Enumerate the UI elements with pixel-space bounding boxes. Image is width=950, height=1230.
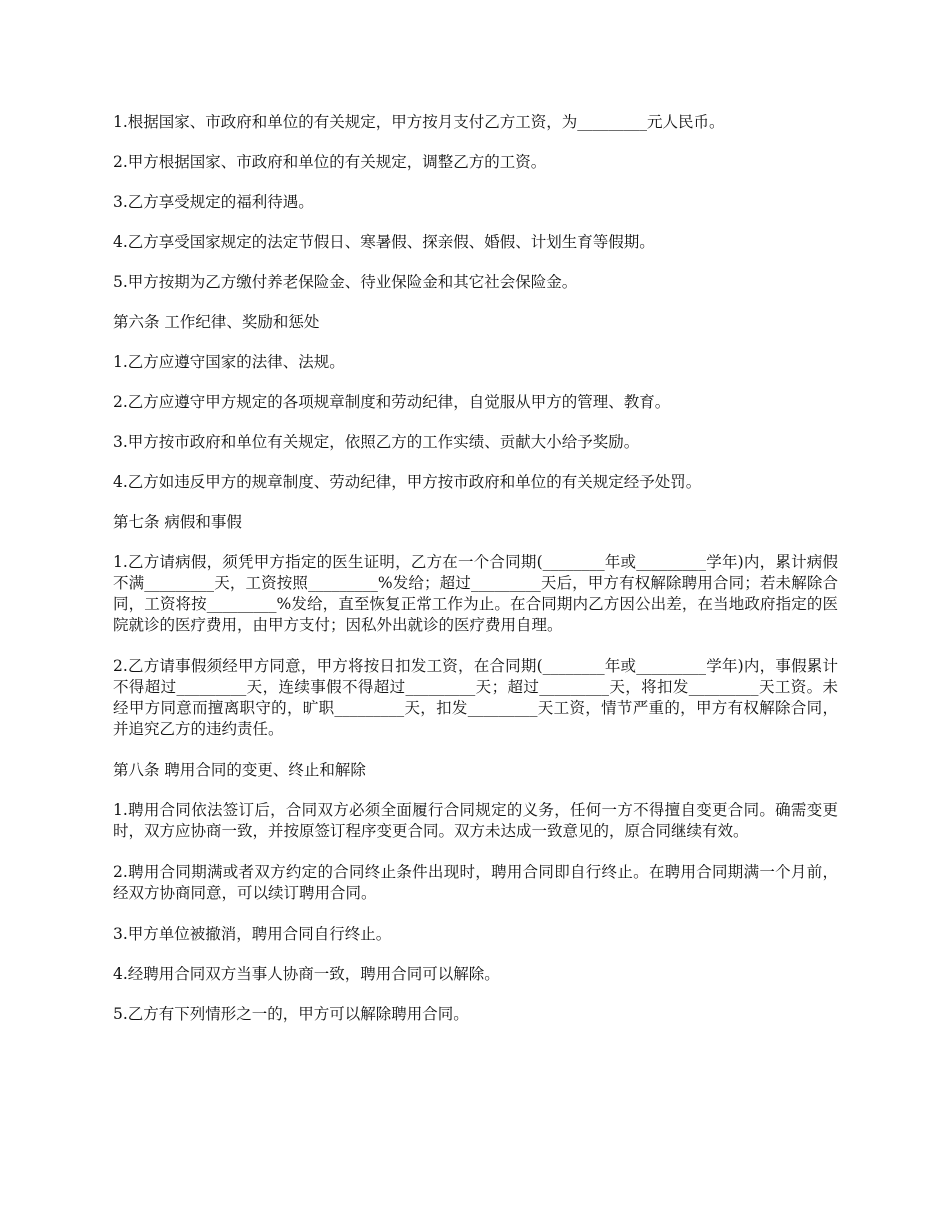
discipline-clause-3: 3.甲方按市政府和单位有关规定，依照乙方的工作实绩、贡献大小给予奖励。 [113, 433, 640, 451]
salary-clause-2: 2.甲方根据国家、市政府和单位的有关规定，调整乙方的工资。 [113, 153, 547, 171]
contract-change-clause-4: 4.经聘用合同双方当事人协商一致，聘用合同可以解除。 [113, 965, 500, 983]
salary-clause-3: 3.乙方享受规定的福利待遇。 [113, 193, 314, 211]
salary-clause-1: 1.根据国家、市政府和单位的有关规定，甲方按月支付乙方工资，为_________元人民币。 [113, 113, 725, 131]
discipline-clause-4: 4.乙方如违反甲方的规章制度、劳动纪律，甲方按市政府和单位的有关规定经予处罚。 [113, 473, 702, 491]
document-body [113, 112, 838, 1044]
salary-clause-5: 5.甲方按期为乙方缴付养老保险金、待业保险金和其它社会保险金。 [113, 273, 578, 291]
salary-clause-4: 4.乙方享受国家规定的法定节假日、寒暑假、探亲假、婚假、计划生育等假期。 [113, 233, 655, 251]
personal-leave-clause: 2.乙方请事假须经甲方同意，甲方将按日扣发工资，在合同期(________年或_________学年)内，事假累计不得超过_________天，连续事假不得超过_________天；超过_________天，将扣发_________天工资。未经甲方同意而擅离职守的，旷职_________天，扣发_________天工资，情节严重的，甲方有权解除合同，并追究乙方的违约责任。 [113, 657, 838, 738]
section-heading-article-7: 第七条 病假和事假 [113, 513, 242, 531]
contract-change-clause-3: 3.甲方单位被撤消，聘用合同自行终止。 [113, 925, 392, 943]
discipline-clause-1: 1.乙方应遵守国家的法律、法规。 [113, 353, 345, 371]
contract-change-clause-5: 5.乙方有下列情形之一的，甲方可以解除聘用合同。 [113, 1005, 469, 1023]
contract-change-clause-2: 2.聘用合同期满或者双方约定的合同终止条件出现时，聘用合同即自行终止。在聘用合同期满一个月前，经双方协商同意，可以续订聘用合同。 [113, 863, 838, 902]
section-heading-article-6: 第六条 工作纪律、奖励和惩处 [113, 313, 320, 331]
contract-change-clause-1: 1.聘用合同依法签订后，合同双方必须全面履行合同规定的义务，任何一方不得擅自变更合同。确需变更时，双方应协商一致，并按原签订程序变更合同。双方未达成一致意见的，原合同继续有效。 [113, 801, 838, 840]
section-heading-article-8: 第八条 聘用合同的变更、终止和解除 [113, 761, 366, 779]
discipline-clause-2: 2.乙方应遵守甲方规定的各项规章制度和劳动纪律，自觉服从甲方的管理、教育。 [113, 393, 671, 411]
sick-leave-clause: 1.乙方请病假，须凭甲方指定的医生证明，乙方在一个合同期(________年或_________学年)内，累计病假不满_________天，工资按照_________%发给；超过_________天后，甲方有权解除聘用合同；若未解除合同，工资将按_________%发给，直至恢复正常工作为止。在合同期内乙方因公出差，在当地政府指定的医院就诊的医疗费用，由甲方支付；因私外出就诊的医疗费用自理。 [113, 553, 838, 634]
